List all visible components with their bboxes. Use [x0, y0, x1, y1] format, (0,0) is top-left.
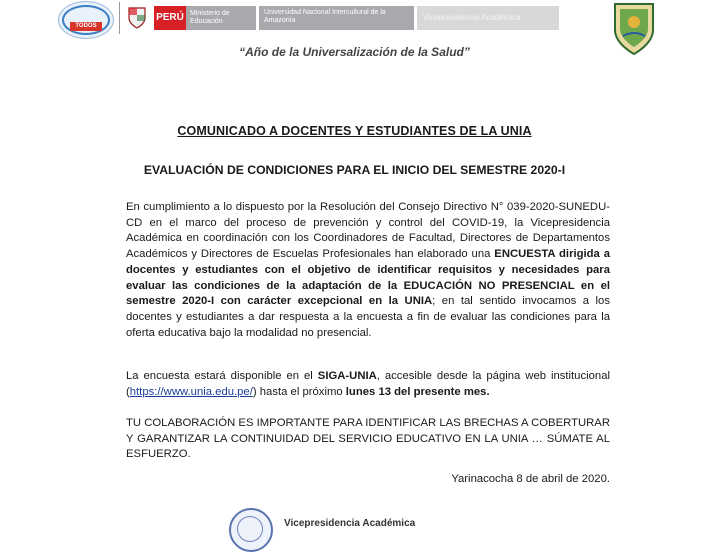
paragraph-2-deadline-intro: ) hasta el próximo: [252, 385, 346, 398]
signature-label: Vicepresidencia Académica: [284, 518, 416, 529]
deadline-date: lunes 13 del presente mes.: [345, 385, 490, 398]
campaign-logo-text: TODOS: [70, 22, 102, 31]
paragraph-3: TU COLABORACIÓN ES IMPORTANTE PARA IDENTIFICAR LAS BRECHAS A COBERTURAR Y GARANTIZAR LA CONTINUIDAD DEL SERVICIO EDUCATIVO EN LA UNIA … SÚMATE AL ESFUERZO.: [126, 417, 610, 461]
ministry-label: Ministerio de Educación: [186, 6, 256, 30]
campaign-logo: [58, 1, 114, 39]
siga-unia-label: SIGA-UNIA: [317, 370, 377, 382]
university-website-link[interactable]: https://www.unia.edu.pe/: [129, 385, 253, 398]
institution-seal-icon: [229, 508, 273, 552]
document-title: COMUNICADO A DOCENTES Y ESTUDIANTES DE LA UNIA: [177, 124, 532, 138]
university-label: Universidad Nacional Intercultural de la Amazonía: [259, 6, 414, 30]
year-motto: “Año de la Universalización de la Salud”: [239, 45, 470, 59]
paragraph-1-closing: ; en tal sentido invocamos a los docentes y estudiantes a dar respuesta a la encuesta a fin de evaluar las condiciones para la oferta educativa bajo la modalidad no presencial.: [126, 295, 610, 339]
paragraph-1-emphasis: ENCUESTA dirigida a docentes y estudiantes con el objetivo de identificar requisitos y necesidades para evaluar las condiciones de la adaptación de la EDUCACIÓN NO PRESENCIAL en el semestre 2020-I con carácter excepcional en la UNIA: [126, 248, 610, 308]
header-divider: [119, 2, 120, 34]
paragraph-2-intro: La encuesta estará disponible en el: [126, 370, 318, 382]
paragraph-2-middle: , accesible desde la página web institucional (: [126, 370, 610, 398]
vice-presidency-label: Vicepresidencia Académica: [417, 6, 559, 30]
paragraph-1-intro: En cumplimiento a lo dispuesto por la Resolución del Consejo Directivo N° 039-2020-SUNEDU-CD en el marco del proceso de prevención y control del COVID-19, la Vicepresidencia Académica en coordinación con los Coordinadores de Facultad, Directores de Departamentos Académicos y Directores de Escuelas Profesionales han elaborado una: [126, 201, 610, 261]
peru-shield-icon: [126, 6, 148, 30]
paragraph-2: [126, 369, 610, 400]
document-subtitle: EVALUACIÓN DE CONDICIONES PARA EL INICIO DEL SEMESTRE 2020-I: [143, 163, 566, 177]
document-date: Yarinacocha 8 de abril de 2020.: [451, 473, 610, 485]
paragraph-1: [126, 200, 610, 341]
peru-label: PERÚ: [154, 6, 186, 30]
